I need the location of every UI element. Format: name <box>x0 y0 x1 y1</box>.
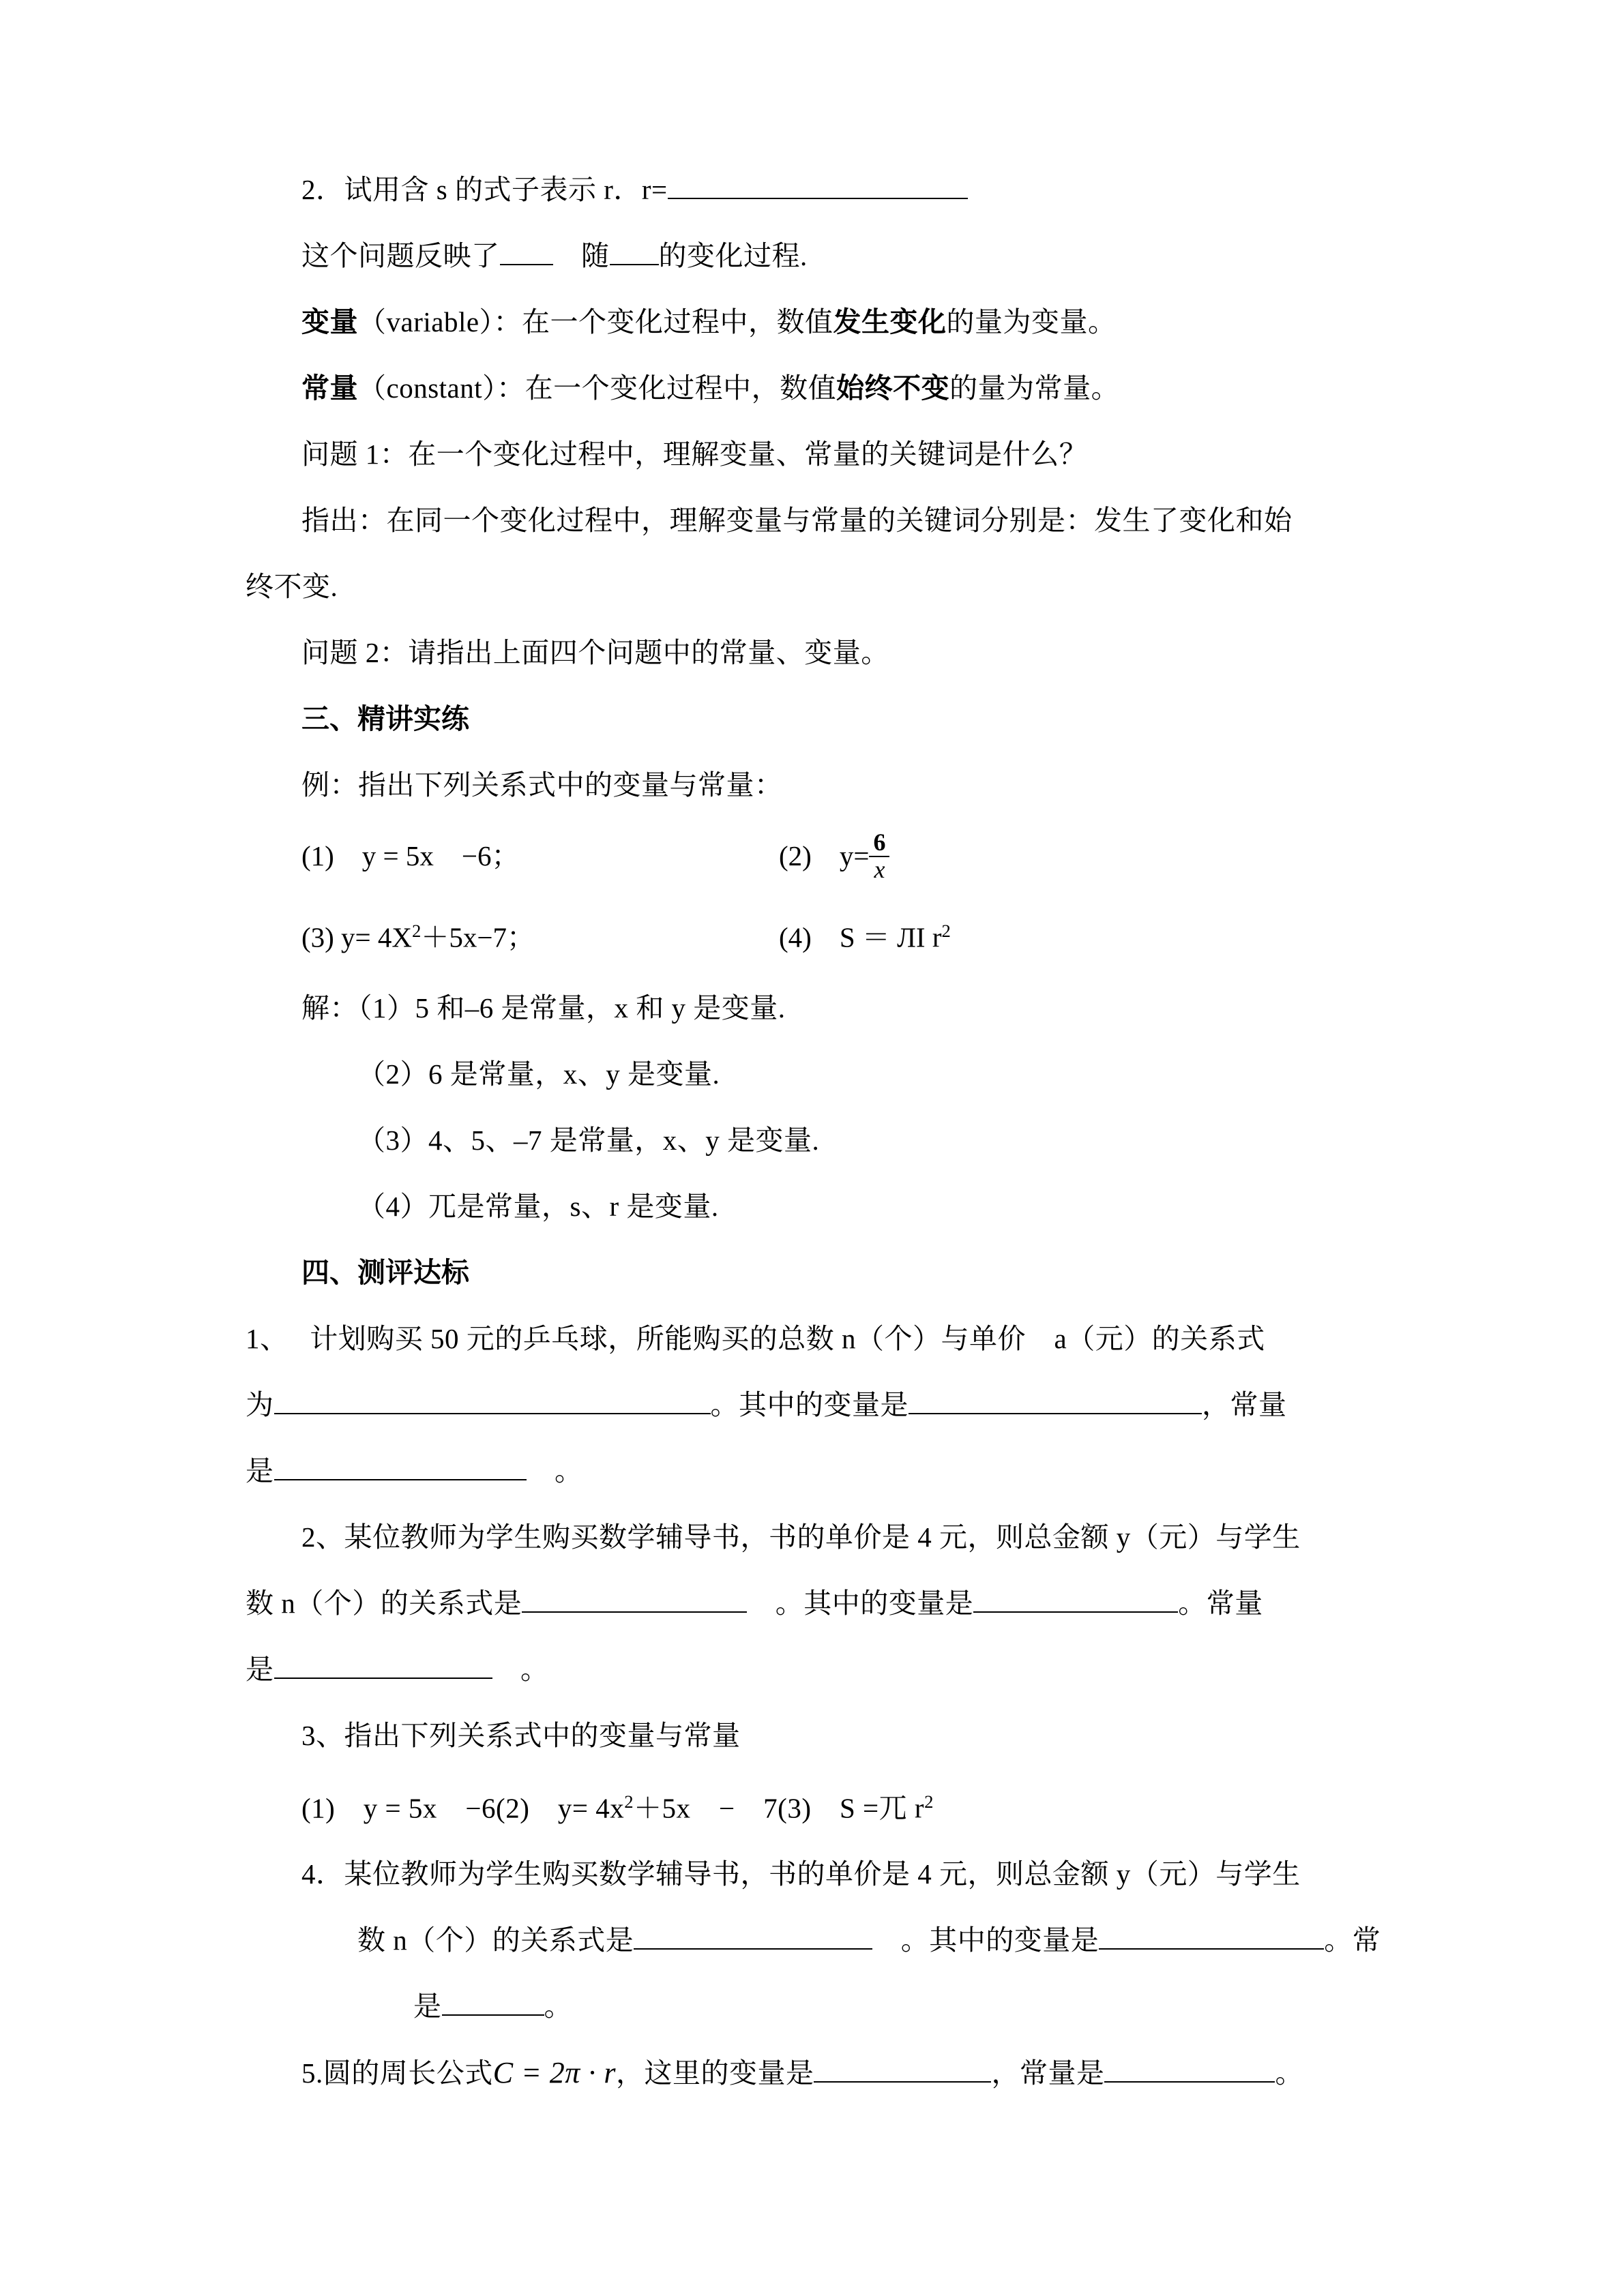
answer-blank <box>1104 2055 1275 2083</box>
paragraph-constant-definition <box>246 355 1447 421</box>
task-1-mid: 。其中的变量是 <box>710 1388 909 1420</box>
equation-1: (1) y = 5x −6； <box>301 840 520 871</box>
paragraph-task-2-line1: 2、某位教师为学生购买数学辅导书，书的单价是 4 元，则总金额 y（元）与学生 <box>301 1521 1301 1553</box>
answer-blank <box>610 238 659 265</box>
task-1-end-2: 。 <box>555 1455 583 1487</box>
answer-blank <box>634 1922 872 1950</box>
task-4-prefix-2: 是 <box>413 1991 442 2023</box>
paragraph-task-3-equations <box>246 1769 1447 1842</box>
paragraph-solution-1: 解：（1）5 和–6 是常量，x 和 y 是变量. <box>301 992 786 1024</box>
variable-def-a: （variable）：在一个变化过程中，数值 <box>358 306 833 338</box>
equation-4-label: (4) <box>779 921 840 953</box>
paragraph-task-4-line1: 4．某位教师为学生购买数学辅导书，书的单价是 4 元，则总金额 y（元）与学生 <box>301 1858 1301 1890</box>
answer-blank <box>274 1453 527 1480</box>
reflect-text-c: 的变化过程. <box>658 240 808 271</box>
task-1-end: ，常量 <box>1202 1388 1287 1420</box>
task-3-exponent-1: 2 <box>624 1791 634 1812</box>
paragraph-reflect <box>246 223 1447 289</box>
answer-blank <box>442 1988 544 2016</box>
paragraph-task-2-line2 <box>246 1570 1447 1637</box>
task-1-prefix-2: 是 <box>246 1455 274 1487</box>
task-4-end: 。常 <box>1324 1924 1381 1956</box>
paragraph-task-2-line3 <box>246 1637 1447 1703</box>
constant-def-b: 的量为常量。 <box>949 372 1120 404</box>
equation-3-exponent: 2 <box>412 921 422 941</box>
answer-blank <box>522 1585 747 1613</box>
paragraph-question-1: 问题 1：在一个变化过程中，理解变量、常量的关键词是什么？ <box>301 438 1088 470</box>
paragraph-solution-3: （3）4、5、–7 是常量，x、y 是变量. <box>357 1124 820 1156</box>
equation-4-exponent: 2 <box>941 921 951 941</box>
paragraph-point-out-line2: 终不变. <box>246 571 338 602</box>
fraction-6-over-x <box>869 830 889 883</box>
task-1-prefix: 为 <box>246 1388 274 1420</box>
equation-2 <box>779 818 1447 893</box>
fraction-numerator: 6 <box>873 828 886 856</box>
equation-4 <box>779 893 1447 975</box>
task-5-mid-2: ，常量是 <box>991 2057 1105 2089</box>
section-heading-4: 四、测评达标 <box>301 1256 469 1288</box>
equation-2-lhs: y= <box>839 840 870 871</box>
task-4-end-2: 。 <box>544 1991 572 2023</box>
equation-3-text: (3) y= 4X <box>301 921 413 953</box>
answer-blank <box>274 1652 492 1679</box>
question2-text: 2．试用含 s 的式子表示 r．r= <box>301 174 668 205</box>
equation-4-text: S ＝ ЛI r <box>839 921 942 953</box>
section-heading-3: 三、精讲实练 <box>301 703 469 734</box>
paragraph-task-4-line3 <box>246 1973 1447 2040</box>
task-3-eq-part1: (1) y = 5x −6(2) y= 4x <box>301 1792 625 1824</box>
task-2-mid: 。其中的变量是 <box>775 1587 974 1619</box>
task-5-end: 。 <box>1275 2057 1303 2089</box>
variable-term: 变量 <box>301 306 358 338</box>
paragraph-point-out-line1: 指出：在同一个变化过程中，理解变量与常量的关键词分别是：发生了变化和始 <box>301 505 1293 536</box>
circumference-formula: C = 2π · r <box>492 2056 616 2090</box>
task-5-mid: ，这里的变量是 <box>615 2057 814 2089</box>
paragraph-example-lead: 例：指出下列关系式中的变量与常量： <box>301 769 783 801</box>
paragraph-task-4-line2 <box>246 1907 1447 1973</box>
task-4-mid: 。其中的变量是 <box>900 1924 1099 1956</box>
task-5-prefix: 5.圆的周长公式 <box>301 2057 493 2089</box>
constant-def-a: （constant）：在一个变化过程中，数值 <box>358 372 837 404</box>
equation-row-2 <box>246 893 1447 975</box>
paragraph-task-5 <box>246 2040 1447 2106</box>
equation-row-1 <box>246 818 1447 893</box>
paragraph-solution-2: （2）6 是常量，x、y 是变量. <box>357 1058 720 1090</box>
paragraph-task-1-line2 <box>246 1372 1447 1438</box>
variable-def-b: 的量为变量。 <box>946 306 1117 338</box>
answer-blank <box>500 238 553 265</box>
paragraph-question-2: 问题 2：请指出上面四个问题中的常量、变量。 <box>301 637 889 668</box>
reflect-text-a: 这个问题反映了 <box>301 240 500 271</box>
paragraph-task-3: 3、指出下列关系式中的变量与常量 <box>301 1719 741 1751</box>
answer-blank <box>274 1387 711 1414</box>
task-2-prefix-2: 是 <box>246 1653 274 1685</box>
constant-def-emphasis: 始终不变 <box>836 372 950 404</box>
task-2-end: 。常量 <box>1178 1587 1263 1619</box>
answer-blank <box>668 172 968 199</box>
task-4-prefix: 数 n（个）的关系式是 <box>357 1924 634 1956</box>
variable-def-emphasis: 发生变化 <box>833 306 947 338</box>
equation-3 <box>301 893 779 975</box>
paragraph-solution-4: （4）兀是常量，s、r 是变量. <box>357 1190 719 1222</box>
paragraph-question2 <box>246 157 1447 223</box>
paragraph-variable-definition <box>246 289 1447 355</box>
answer-blank <box>973 1585 1178 1613</box>
answer-blank <box>909 1387 1202 1414</box>
constant-term: 常量 <box>301 372 358 404</box>
answer-blank <box>814 2055 991 2083</box>
answer-blank <box>1099 1922 1324 1950</box>
task-2-prefix: 数 n（个）的关系式是 <box>246 1587 522 1619</box>
task-3-exponent-2: 2 <box>924 1791 934 1812</box>
paragraph-task-1-line1: 1、 计划购买 50 元的乒乓球，所能购买的总数 n（个）与单价 a（元）的关系式 <box>246 1322 1265 1354</box>
task-2-end-2: 。 <box>520 1653 549 1685</box>
equation-2-label: (2) <box>779 840 840 871</box>
fraction-denominator: x <box>869 856 889 883</box>
equation-3-rest: ＋5x−7； <box>421 921 535 953</box>
task-3-eq-part2: ＋5x − 7(3) S =兀 r <box>634 1792 925 1824</box>
reflect-text-b: 随 <box>581 240 610 271</box>
paragraph-task-1-line3 <box>246 1438 1447 1504</box>
